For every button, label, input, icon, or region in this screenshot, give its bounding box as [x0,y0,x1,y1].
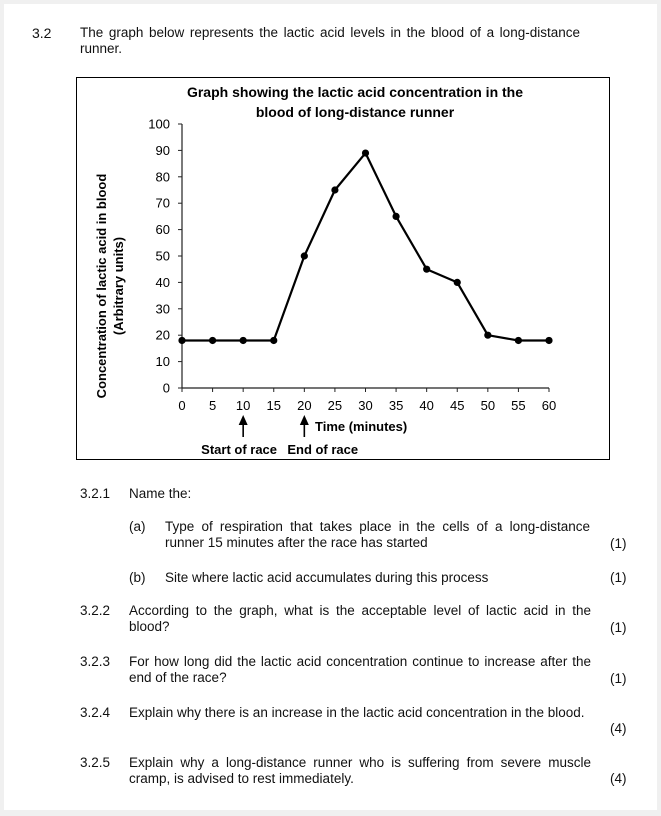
marks-allocation: (1) [610,570,627,585]
x-tick-label: 35 [388,398,404,413]
data-point [423,266,430,273]
marks-allocation: (4) [610,771,627,786]
data-point [331,186,338,193]
question-intro: The graph below represents the lactic acid levels in the blood of a long-distance runner. [80,25,580,56]
y-tick-label: 70 [155,195,170,211]
x-tick-label: 55 [511,398,526,413]
document-page [4,4,657,810]
subquestion-text: Type of respiration that takes place in the cells of a long-distance runner 15 minutes after the race has started [165,519,590,550]
y-axis-label-line2: (Arbitrary units) [111,236,126,336]
marks-allocation: (1) [610,671,627,686]
y-tick-label: 100 [148,116,170,132]
annotation-arrow [239,415,248,437]
subquestion-number: 3.2.2 [80,603,111,618]
y-tick-label: 80 [155,169,170,185]
subquestion-number: 3.2.5 [80,755,111,770]
subquestion-text: Explain why there is an increase in the lactic acid concentration in the blood. [129,705,585,720]
data-point [484,332,491,339]
subquestion-text: For how long did the lactic acid concentration continue to increase after the end of the race? [129,654,591,685]
data-point [392,213,399,220]
subquestion-text: Explain why a long-distance runner who is suffering from severe muscle cramp, is advised to rest immediately. [129,755,591,786]
chart-title-line2: blood of long-distance runner [255,104,455,120]
data-point [301,252,308,259]
y-tick-label: 0 [162,380,170,396]
graph-frame [76,77,610,460]
marks-allocation: (4) [610,721,627,736]
marks-allocation: (1) [610,620,627,635]
annotation-label: Start of race [201,442,278,457]
x-tick-label: 45 [450,398,465,413]
y-tick-label: 10 [155,354,170,370]
x-tick-label: 30 [358,398,373,413]
data-point [209,337,216,344]
y-tick-label: 60 [155,222,170,238]
x-tick-label: 15 [266,398,281,413]
question-number: 3.2 [32,25,52,41]
subquestion-text: According to the graph, what is the acceptable level of lactic acid in the blood? [129,603,591,634]
data-point [240,337,247,344]
chart-series [178,149,552,344]
subquestion-number: 3.2.1 [80,486,111,501]
data-point [362,149,369,156]
chart-title-line1: Graph showing the lactic acid concentration in the [186,84,524,100]
x-tick-label: 0 [178,398,186,413]
data-point [178,337,185,344]
x-tick-label: 5 [208,398,217,413]
series-line [182,153,549,340]
x-axis-label: Time (minutes) [315,419,408,434]
y-tick-label: 30 [155,301,170,317]
marks-allocation: (1) [610,536,627,551]
y-tick-label: 50 [155,248,170,264]
annotation-label: End of race [287,442,359,457]
subquestion-number: (b) [129,570,146,585]
subquestion-text: Name the: [129,486,192,501]
subquestion-number: (a) [129,519,146,534]
subquestion-number: 3.2.4 [80,705,111,720]
data-point [454,279,461,286]
y-axis-label-line1: Concentration of lactic acid in blood [94,173,109,399]
data-point [515,337,522,344]
y-tick-label: 20 [155,327,170,343]
x-tick-label: 40 [419,398,434,413]
data-point [545,337,552,344]
x-tick-label: 10 [235,398,251,413]
subquestion-number: 3.2.3 [80,654,111,669]
x-tick-label: 60 [541,398,557,413]
chart-axes [148,117,556,414]
y-tick-label: 90 [155,142,170,158]
x-tick-label: 20 [297,398,312,413]
x-tick-label: 25 [327,398,343,413]
data-point [270,337,277,344]
annotation-arrow [300,415,309,437]
lactic-acid-chart [77,78,611,461]
x-tick-label: 50 [480,398,496,413]
y-tick-label: 40 [155,274,170,290]
subquestion-text: Site where lactic acid accumulates during this process [165,570,489,585]
